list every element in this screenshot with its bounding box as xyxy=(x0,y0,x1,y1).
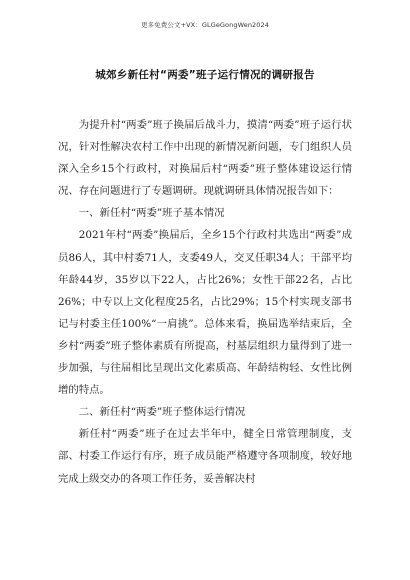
page-header-text: 更多免费公文+VX：GLGeGongWen2024 xyxy=(140,21,269,29)
document-title: 城郊乡新任村“两委”班子运行情况的调研报告 xyxy=(95,69,315,81)
paragraph-section-1: 2021年村“两委”换届后，全乡15个行政村共选出“两委”成员86人，其中村委71人，支委49人，交叉任职34人；干部平均年龄44岁，35岁以下22人，占比26%；女性干部22名，占比26%；中专以上文化程度25名，占比29%；15个村实现支部书记与村委主任100%“一肩挑”。总体来看，换届选举结束后，全乡村“两委”班子整体素质有所提高，村基层组织力量得到了进一步加强，与往届相比呈现出文化素质高、年龄结构轻、女性比例增的特点。 xyxy=(58,229,352,397)
paragraph-intro: 为提升村“两委”班子换届后战斗力，摸清“两委”班子运行状况，针对性解决农村工作中出现的新情况新问题，专门组织人员深入全乡15个行政村，对换届后村“两委”班子整体建设运行情况、存在问题进行了专题调研。现就调研具体情况报告如下： xyxy=(58,119,352,198)
paragraph-section-2: 新任村“两委”班子在过去半年中，健全日常管理制度，支部、村委工作运行有序，班子成员能严格遵守各项制度，较好地完成上级交办的各项工作任务，妥善解决村 xyxy=(58,428,352,485)
section-heading-1: 一、新任村“两委”班子基本情况 xyxy=(78,207,225,220)
section-heading-2: 二、新任村“两委”班子整体运行情况 xyxy=(78,406,246,419)
document-body xyxy=(58,114,352,490)
